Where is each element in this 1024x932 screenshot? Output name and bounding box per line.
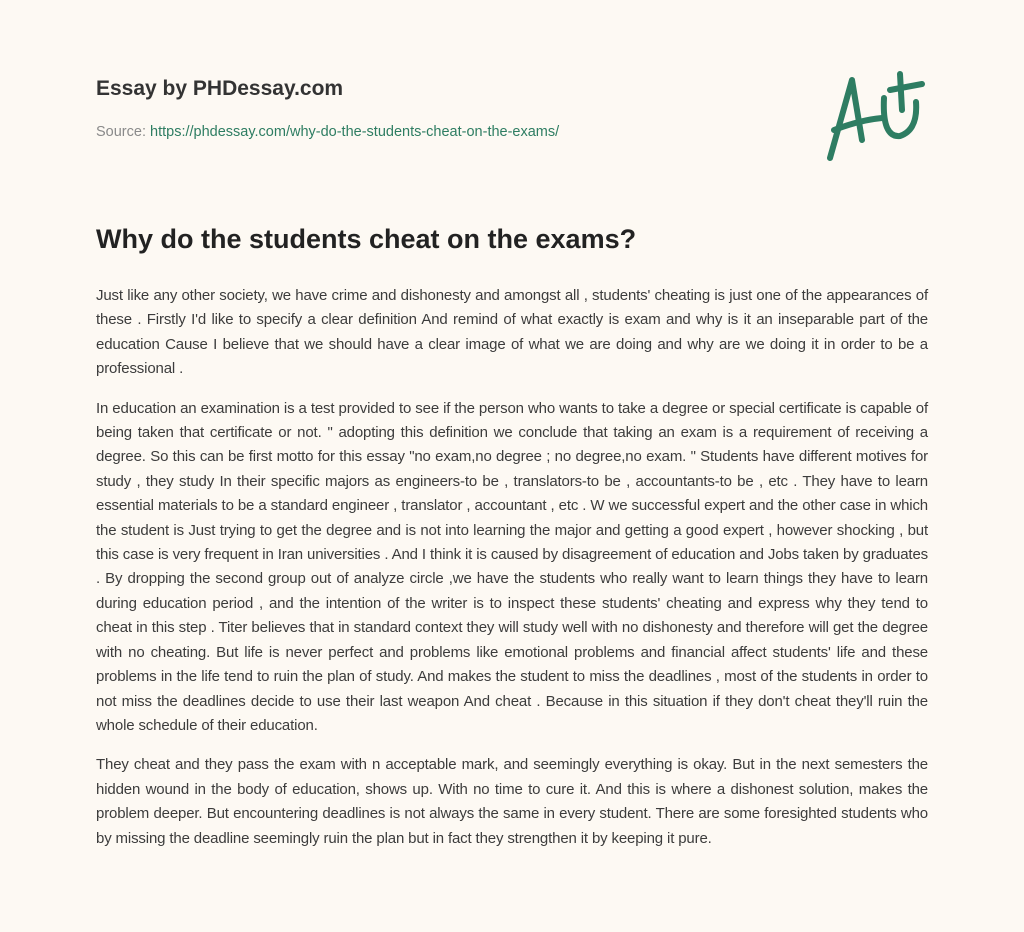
essay-paragraph: They cheat and they pass the exam with n acceptable mark, and seemingly everything is okay. But in the next semesters the hidden wound in the body of education, shows up. With no time to cure it. And this is where a dishonest solution, makes the problem deeper. But encountering deadlines is not always the same in every student. There are some foresighted students who by missing the deadline seemingly ruin the plan but in fact they strengthen it by keeping it pure. xyxy=(96,756,928,847)
a-plus-logo-icon xyxy=(820,68,930,168)
essay-paragraph: Just like any other society, we have crime and dishonesty and amongst all , students' cheating is just one of the appearances of these . Firstly I'd like to specify a clear definition And remind of what exactly is exam and why is it an inseparable part of the education Cause I believe that we should have a clear image of what we are doing and why are we doing it in order to be a professional . xyxy=(96,287,928,378)
source-line xyxy=(96,124,559,140)
source-link[interactable]: https://phdessay.com/why-do-the-students-cheat-on-the-exams/ xyxy=(150,124,560,140)
essay-body xyxy=(96,284,928,866)
source-label: Source: xyxy=(96,124,146,140)
site-brand: Essay by PHDessay.com xyxy=(96,77,344,100)
essay-title: Why do the students cheat on the exams? xyxy=(96,224,637,254)
essay-paragraph: In education an examination is a test provided to see if the person who wants to take a degree or special certificate is capable of being taken that certificate or not. " adopting this definition we conclude that taking an exam is a requirement of receiving a degree. So this can be first motto for this essay "no exam,no degree ; no degree,no exam. " Students have different motives for study , they study In their specific majors as engineers-to be , translators-to be , accountants-to be , etc . They have to learn essential materials to be a standard engineer , translator , accountant , etc . W we successful expert and the other case in which the student is Just trying to get the degree and is not into learning the major and getting a good expert , however shocking , but this case is very frequent in Iran universities . And I think it is caused by disagreement of education and Jobs taken by graduates . By dropping the second group out of analyze circle ,we have the students who really want to learn things they have to learn during education period , and the intention of the writer is to inspect these students' cheating and express why they tend to cheat in this step . Titer believes that in standard context they will study well with no dishonesty and therefore will get the degree with no cheating. But life is never perfect and problems like emotional problems and financial affect students' life and these problems in the life tend to ruin the plan of study. And makes the student to miss the deadlines , most of the students in order to not miss the deadlines decide to use their last weapon And cheat . Because in this situation if they don't cheat they'll ruin the whole schedule of their education. xyxy=(96,399,928,734)
